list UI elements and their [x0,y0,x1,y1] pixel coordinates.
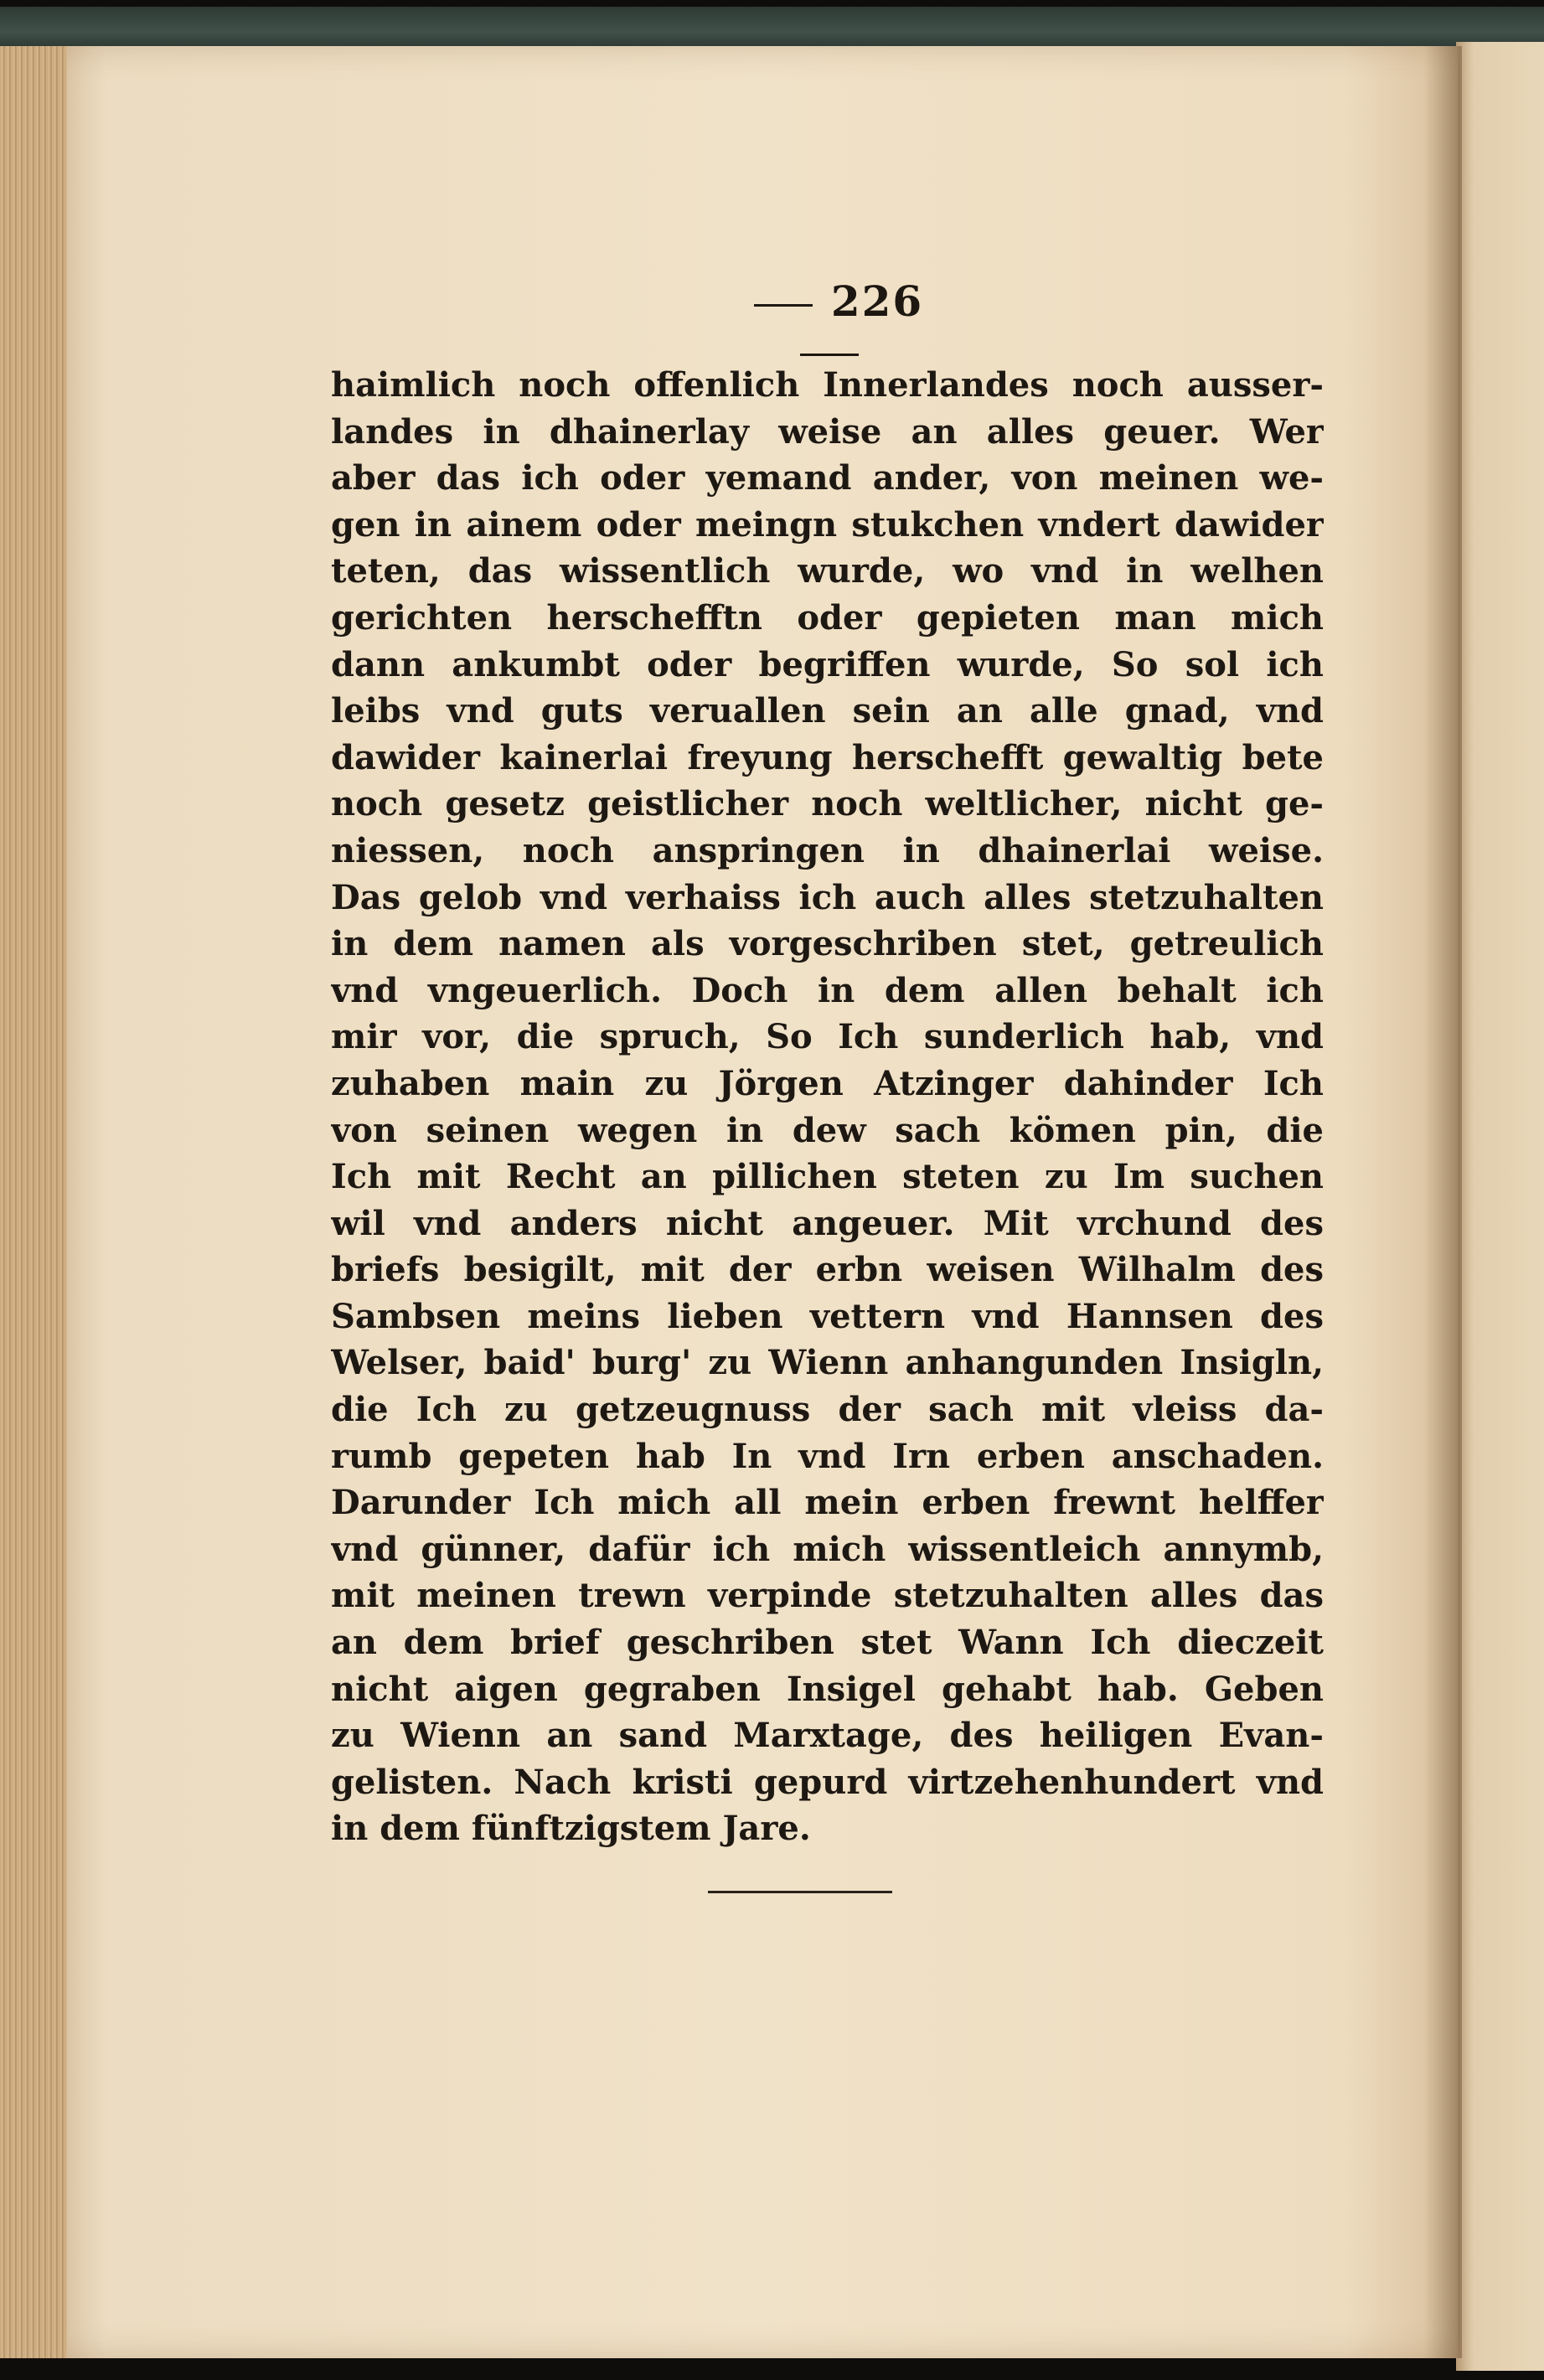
text-line: Sambsen meins lieben vettern vnd Hannsen des [331,1296,1324,1336]
text-line: in dem namen als vorgeschriben stet, getreulich [331,924,1324,964]
text-line: nicht aigen gegraben Insigel gehabt hab. Geben [331,1669,1324,1709]
text-line: von seinen wegen in dew sach kömen pin, die [331,1110,1324,1150]
text-line: Darunder Ich mich all mein erben frewnt helffer [331,1483,1324,1523]
text-line: Das gelob vnd verhaiss ich auch alles stetzuhalten [331,877,1324,917]
left-dash [754,304,813,307]
text-line: niessen, noch anspringen in dhainerlai weise. [331,830,1324,870]
page-stack-edge [0,46,67,2358]
text-line: gelisten. Nach kristi gepurd virtzehenhundert vnd [331,1762,1324,1802]
facing-page-edge [1456,42,1544,2371]
text-line: haimlich noch offenlich Innerlandes noch ausser- [331,365,1324,405]
text-line: zu Wienn an sand Marxtage, des heiligen Evan- [331,1716,1324,1756]
text-line: dann ankumbt oder begriffen wurde, So sol ich [331,644,1324,684]
text-line: briefs besigilt, mit der erbn weisen Wilhalm des [331,1250,1324,1290]
text-line: noch gesetz geistlicher noch weltlicher, nicht ge- [331,784,1324,824]
body-text [331,362,1324,1852]
text-line: vnd günner, dafür ich mich wissentleich annymb, [331,1529,1324,1569]
text-line: Ich mit Recht an pillichen steten zu Im suchen [331,1157,1324,1197]
text-line: die Ich zu getzeugnuss der sach mit vleiss da- [331,1390,1324,1430]
text-line: aber das ich oder yemand ander, von meinen we- [331,458,1324,498]
page-number-header [704,276,955,375]
end-rule [708,1891,892,1893]
text-line: gerichten herschefftn oder gepieten man mich [331,597,1324,638]
text-line: landes in dhainerlay weise an alles geuer. Wer [331,411,1324,452]
text-line: mit meinen trewn verpinde stetzuhalten alles das [331,1576,1324,1616]
text-line: mir vor, die spruch, So Ich sunderlich hab, vnd [331,1017,1324,1057]
text-line: teten, das wissentlich wurde, wo vnd in welhen [331,551,1324,591]
right-dash [800,354,859,356]
text-line: rumb gepeten hab In vnd Irn erben anschaden. [331,1436,1324,1476]
text-line-final: in dem fünftzigstem Jare. [331,1809,811,1849]
gutter-shadow [1424,46,1462,2358]
text-line: gen in ainem oder meingn stukchen vndert dawider [331,504,1324,545]
page-number: 226 [830,276,924,326]
text-line: leibs vnd guts veruallen sein an alle gnad, vnd [331,691,1324,731]
text-line: Welser, baid' burg' zu Wienn anhangunden Insigln, [331,1343,1324,1383]
text-line: vnd vngeuerlich. Doch in dem allen behalt ich [331,970,1324,1010]
text-line: dawider kainerlai freyung herschefft gewaltig bete [331,737,1324,777]
text-line: an dem brief geschriben stet Wann Ich dieczeit [331,1623,1324,1663]
text-line: zuhaben main zu Jörgen Atzinger dahinder Ich [331,1063,1324,1103]
text-line: wil vnd anders nicht angeuer. Mit vrchund des [331,1203,1324,1243]
